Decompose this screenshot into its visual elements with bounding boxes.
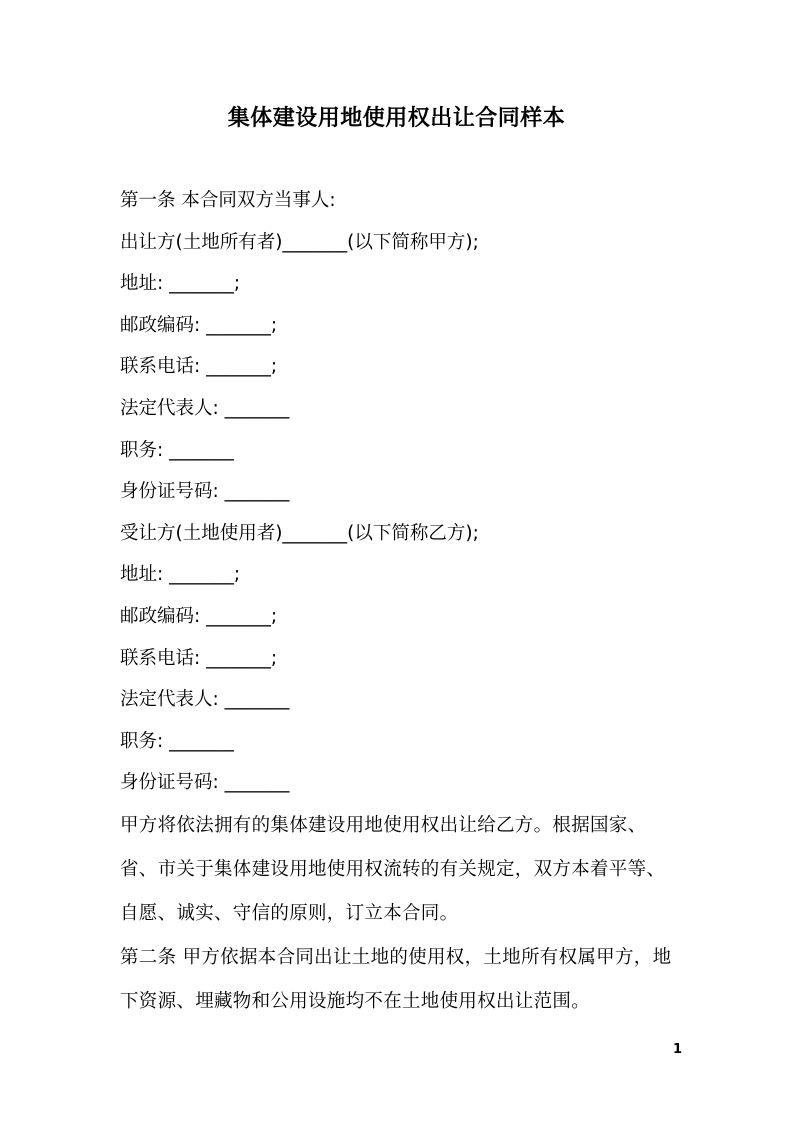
transferee-position-line: 职务: _______	[120, 730, 234, 752]
transferor-position-line: 职务: _______	[120, 439, 234, 461]
transferor-postcode-line: 邮政编码: _______;	[120, 314, 278, 336]
document-body	[120, 180, 682, 1024]
article-1-heading: 第一条 本合同双方当事人:	[120, 190, 336, 211]
transferee-postcode-line: 邮政编码: _______;	[120, 605, 278, 627]
transfer-purpose-paragraph: 甲方将依法拥有的集体建设用地使用权出让给乙方。根据国家、省、市关于集体建设用地使用权流转的有关规定，双方本着平等、自愿、诚实、守信的原则，订立本合同。	[120, 814, 666, 924]
transferor-id-number-line: 身份证号码: _______	[120, 481, 290, 503]
document-title: 集体建设用地使用权出让合同样本	[227, 106, 566, 131]
article-2-paragraph: 第二条 甲方依据本合同出让土地的使用权，土地所有权属甲方，地下资源、埋藏物和公用设施均不在土地使用权出让范围。	[120, 946, 672, 1012]
transferee-line: 受让方(土地使用者)_______(以下简称乙方);	[120, 522, 479, 544]
transferee-address-line: 地址: _______;	[120, 564, 241, 586]
transferor-line: 出让方(土地所有者)_______(以下简称甲方);	[120, 231, 479, 253]
transferee-phone-line: 联系电话: _______;	[120, 647, 278, 669]
transferor-address-line: 地址: _______;	[120, 273, 241, 295]
transferee-id-number-line: 身份证号码: _______	[120, 772, 290, 794]
transferor-legal-rep-line: 法定代表人: _______	[120, 397, 290, 419]
transferor-phone-line: 联系电话: _______;	[120, 356, 278, 378]
page-number: 1	[672, 1042, 682, 1057]
transferee-legal-rep-line: 法定代表人: _______	[120, 689, 290, 711]
